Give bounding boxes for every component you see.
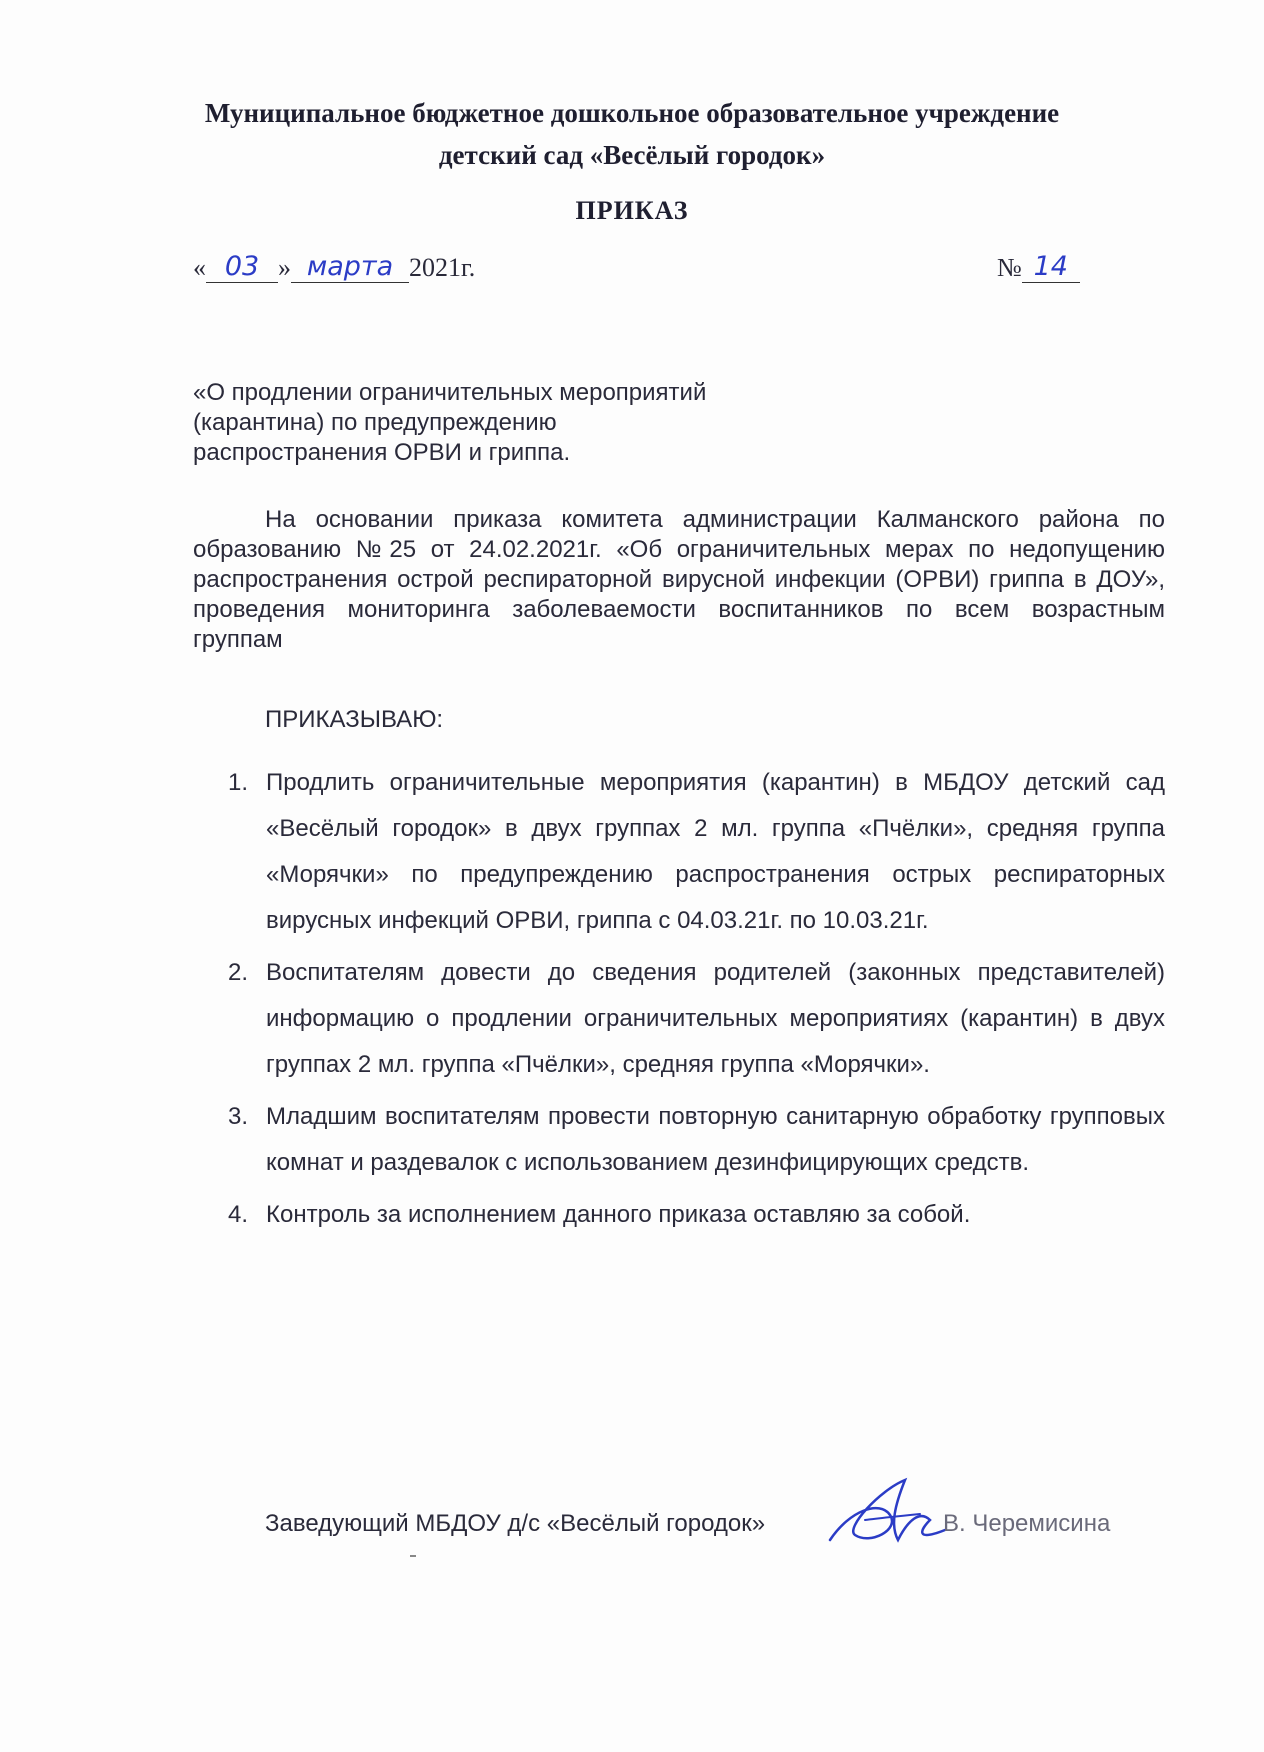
order-number-handwritten: 14 <box>1022 252 1080 283</box>
date-open-quote: « <box>193 253 206 282</box>
subject-line-1: «О продлении ограничительных мероприятий <box>193 379 707 406</box>
handwritten-signature-icon <box>820 1470 955 1560</box>
item-text: Контроль за исполнением данного приказа оставляю за собой. <box>266 1201 971 1228</box>
date-day-handwritten: 03 <box>206 252 278 283</box>
order-date <box>193 252 475 283</box>
item-text: Воспитателям довести до сведения родителей (законных представителей) информацию о продлении ограничительных мероприятиях (карантин) в двух группах 2 мл. группа «Пчёлки», средняя группа «Морячки». <box>266 959 1165 1078</box>
item-number: 3. <box>228 1103 249 1130</box>
order-items-list <box>220 760 1165 1244</box>
basis-paragraph: На основании приказа комитета администрации Калманского района по образованию №25 от 24.02.2021г. «Об ограничительных мерах по недопущению распространения острой респираторной вирусной инфекции (ОРВИ) гриппа в ДОУ», проведения мониторинга заболеваемости воспитанников по всем возрастным группам <box>193 506 1165 653</box>
organization-name-line-2: детский сад «Весёлый городок» <box>438 140 826 170</box>
organization-name-line-1: Муниципальное бюджетное дошкольное образовательное учреждение <box>204 98 1060 128</box>
scan-speck <box>410 1555 416 1557</box>
list-item <box>220 760 1165 944</box>
order-subject <box>193 378 706 468</box>
order-number <box>997 252 1080 283</box>
subject-line-3: распространения ОРВИ и гриппа. <box>193 439 571 466</box>
item-text: Младшим воспитателям провести повторную санитарную обработку групповых комнат и раздевалок с использованием дезинфицирующих средств. <box>266 1103 1165 1176</box>
item-number: 2. <box>228 959 249 986</box>
item-number: 4. <box>228 1201 249 1228</box>
date-year: 2021г. <box>409 253 476 282</box>
item-text: Продлить ограничительные мероприятия (карантин) в МБДОУ детский сад «Весёлый городок» в двух группах 2 мл. группа «Пчёлки», средняя группа «Морячки» по предупреждению распространения острых респираторных вирусных инфекций ОРВИ, гриппа с 04.03.21г. по 10.03.21г. <box>266 769 1165 934</box>
signatory-position: Заведующий МБДОУ д/с «Весёлый городок» <box>265 1510 766 1537</box>
date-close-quote: » <box>278 253 291 282</box>
list-item <box>220 1094 1165 1186</box>
list-item <box>220 1192 1165 1238</box>
signatory-name: В. Черемисина <box>943 1510 1111 1537</box>
order-number-prefix: № <box>997 253 1022 282</box>
item-number: 1. <box>228 769 249 796</box>
order-directive-heading: ПРИКАЗЫВАЮ: <box>265 706 444 733</box>
date-month-handwritten: марта <box>291 252 409 283</box>
list-item <box>220 950 1165 1088</box>
document-title: ПРИКАЗ <box>575 196 689 225</box>
subject-line-2: (карантина) по предупреждению <box>193 409 557 436</box>
signature-block <box>265 1510 1111 1538</box>
